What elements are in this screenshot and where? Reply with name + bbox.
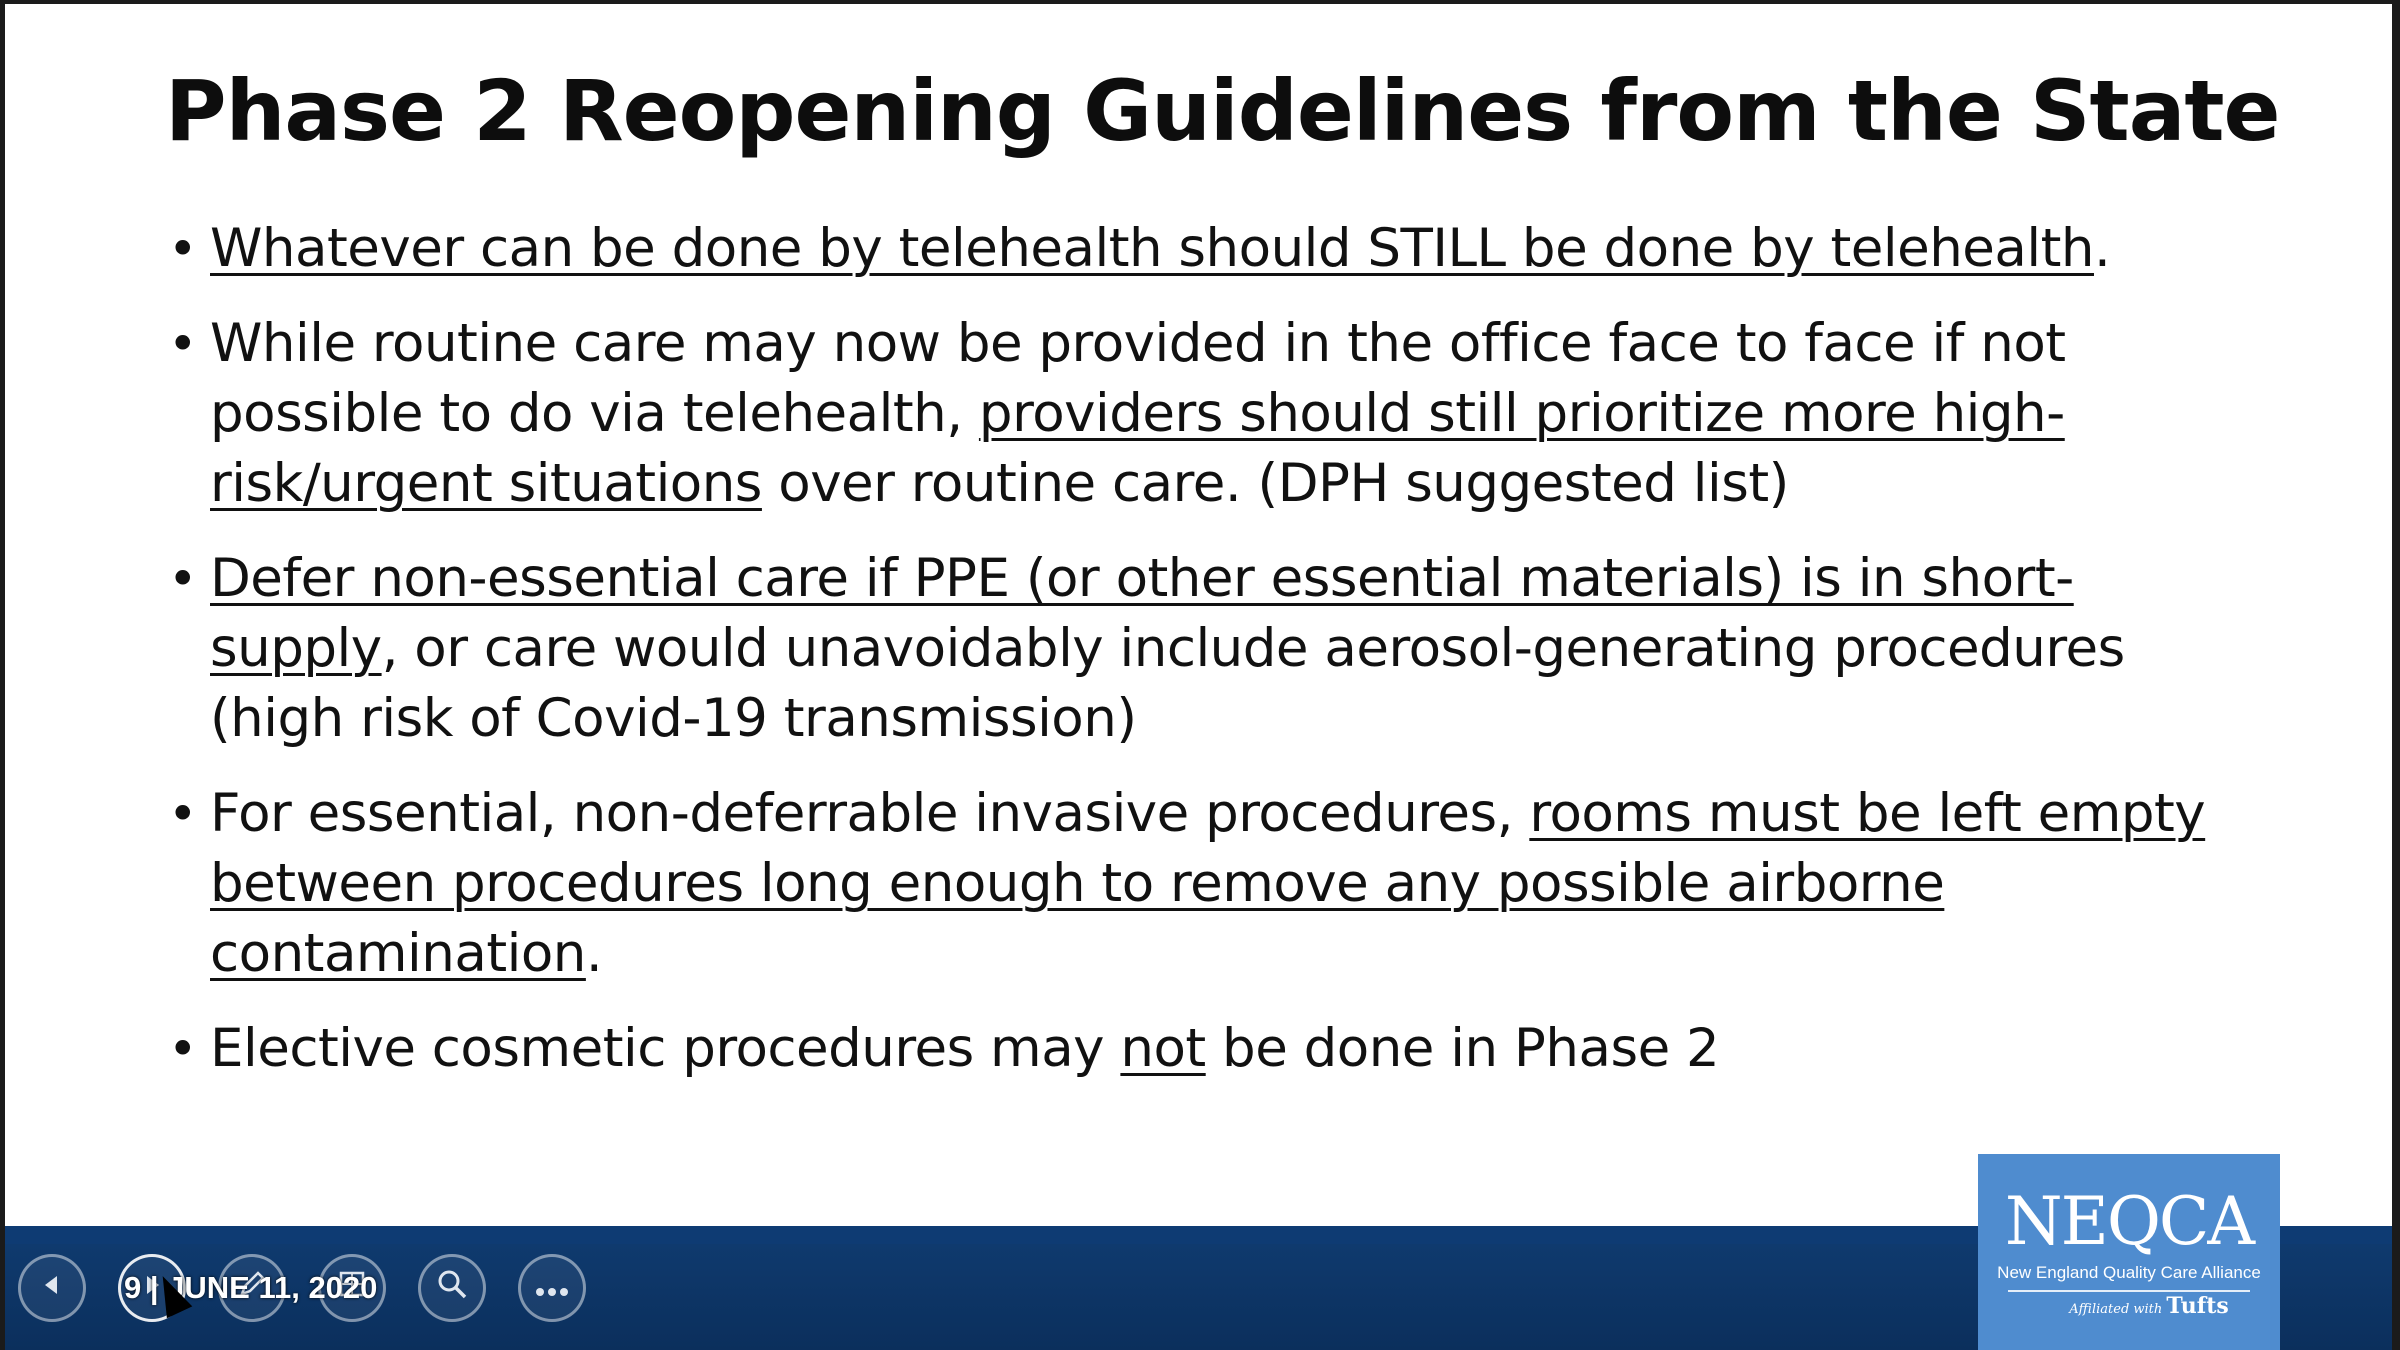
underlined-text: contamination — [210, 923, 586, 984]
more-options-button[interactable] — [518, 1254, 586, 1322]
underlined-text: providers should still prioritize more high- — [978, 383, 2065, 444]
bullet-text: . — [585, 923, 603, 984]
bullet-list — [5, 4, 2392, 1350]
zoom-icon — [435, 1267, 469, 1309]
bullet-text: possible to do via telehealth, — [210, 383, 979, 444]
logo-affiliation — [1978, 1293, 2280, 1320]
neqca-logo — [1978, 1154, 2280, 1350]
previous-slide-icon — [39, 1271, 65, 1306]
bullet-text: While routine care may now be provided in the office face to face if not — [210, 313, 2066, 374]
bullet-line — [210, 379, 2250, 449]
logo-affiliation-name: Tufts — [2166, 1293, 2229, 1319]
bullet-text: (high risk of Covid-19 transmission) — [210, 688, 1137, 749]
bullet-text: over routine care. (DPH suggested list) — [761, 453, 1789, 514]
slide-title: Phase 2 Reopening Guidelines from the State — [165, 62, 2280, 160]
underlined-text: between procedures long enough to remove any possible airborne — [210, 853, 1945, 914]
bullet-line — [210, 919, 2250, 989]
logo-divider — [2008, 1290, 2250, 1292]
bullet-item — [210, 1014, 2250, 1084]
underlined-text: risk/urgent situations — [210, 453, 762, 514]
bullet-text: , or care would unavoidably include aerosol-generating procedures — [381, 618, 2125, 679]
bullet-line — [210, 779, 2250, 849]
bullet-line — [210, 684, 2250, 754]
underlined-text: rooms must be left empty — [1529, 783, 2206, 844]
logo-affiliation-prefix: Affiliated with — [2069, 1302, 2163, 1317]
bullet-item — [210, 544, 2250, 754]
underlined-text: not — [1120, 1018, 1206, 1079]
logo-name: NEQCA — [2004, 1183, 2254, 1260]
underlined-text: supply — [210, 618, 382, 679]
slide — [5, 4, 2392, 1350]
bullet-line — [210, 449, 2250, 519]
underlined-text: Whatever can be done by telehealth should STILL be done by telehealth — [210, 218, 2094, 279]
bullet-line — [210, 544, 2250, 614]
bullet-line — [210, 614, 2250, 684]
bullet-line — [210, 214, 2250, 284]
underlined-text: Defer non-essential care if PPE (or other essential materials) is in short- — [210, 548, 2074, 609]
bullet-item — [210, 309, 2250, 519]
bullet-line — [210, 1014, 2250, 1084]
bullet-text: Elective cosmetic procedures may — [210, 1018, 1121, 1079]
slideshow-controls — [0, 1240, 700, 1350]
bullet-item — [210, 779, 2250, 989]
bullet-text: . — [2093, 218, 2111, 279]
bullet-line — [210, 849, 2250, 919]
previous-slide-button[interactable] — [18, 1254, 86, 1322]
bullet-text: be done in Phase 2 — [1205, 1018, 1720, 1079]
bullet-line — [210, 309, 2250, 379]
bullet-item — [210, 214, 2250, 284]
logo-subtitle: New England Quality Care Alliance — [1997, 1263, 2261, 1282]
zoom-button[interactable] — [418, 1254, 486, 1322]
slide-number-date: 9 | JUNE 11, 2020 — [124, 1270, 378, 1305]
bullet-text: For essential, non-deferrable invasive procedures, — [210, 783, 1530, 844]
more-options-icon — [534, 1271, 570, 1306]
